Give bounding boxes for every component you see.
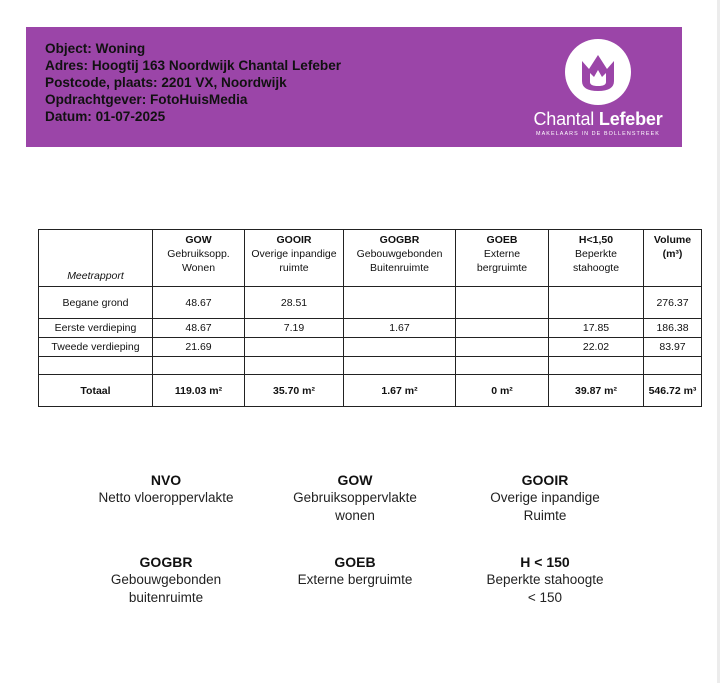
header-text-line: H < 150	[520, 554, 570, 570]
logo-tagline: MAKELAARS IN DE BOLLENSTREEK	[536, 131, 660, 137]
total-cell: 35.70 m²	[245, 375, 344, 407]
cell: 7.19	[245, 319, 344, 338]
column-header	[344, 230, 456, 287]
corner-label: Meetrapport	[39, 230, 153, 287]
address-line: Adres: Hoogtij 163 Noordwijk Chantal Lefeber	[45, 58, 342, 73]
row-label: Begane grond	[39, 287, 153, 319]
header-text-line: ruimte	[279, 262, 309, 274]
header-text-line: Gebruiksoppervlakte	[293, 490, 417, 505]
header-text-line: bergruimte	[476, 262, 528, 274]
cell: 276.37	[644, 287, 702, 319]
header-text-line: Netto vloeroppervlakte	[98, 490, 234, 505]
cell	[344, 287, 456, 319]
header-text-line: Overige inpandige	[490, 490, 600, 505]
header-text-line: Beperkte	[574, 248, 618, 260]
legend-item	[445, 553, 645, 607]
legend-item	[255, 553, 455, 589]
row-label: Tweede verdieping	[39, 338, 153, 357]
header-text-line: Overige inpandige	[251, 248, 337, 260]
column-header	[153, 230, 245, 287]
tulip-icon	[563, 37, 633, 107]
table-row	[39, 287, 702, 319]
legend-item	[66, 471, 266, 507]
table-spacer-row	[39, 357, 702, 375]
object-line: Object: Woning	[45, 41, 146, 56]
table-total-row	[39, 375, 702, 407]
header-text-line: NVO	[150, 472, 182, 488]
cell: 22.02	[549, 338, 644, 357]
cell	[456, 319, 549, 338]
legend-item	[445, 471, 645, 525]
header-text-line: < 150	[527, 590, 563, 605]
postcode-line: Postcode, plaats: 2201 VX, Noordwijk	[45, 75, 287, 90]
header-text-line: GOGBR	[139, 554, 193, 570]
header-text-line: (m³)	[662, 248, 683, 260]
header-text-line: Ruimte	[523, 508, 567, 523]
header-text-line: stahoogte	[572, 262, 620, 274]
header-text-line: GOEB	[486, 234, 518, 246]
table-row	[39, 338, 702, 357]
table-header-row	[39, 230, 702, 287]
cell	[549, 287, 644, 319]
cell: 48.67	[153, 287, 245, 319]
header-banner	[26, 27, 682, 147]
cell: 28.51	[245, 287, 344, 319]
header-text-line: buitenruimte	[128, 590, 204, 605]
cell	[245, 338, 344, 357]
cell: 17.85	[549, 319, 644, 338]
legend-item	[255, 471, 455, 525]
cell: 48.67	[153, 319, 245, 338]
logo-name-first: Chantal	[533, 109, 599, 129]
client-line: Opdrachtgever: FotoHuisMedia	[45, 92, 248, 107]
header-text-line: Gebruiksopp.	[167, 248, 230, 260]
total-cell: 0 m²	[456, 375, 549, 407]
legend-item	[66, 553, 266, 607]
total-cell: 546.72 m³	[644, 375, 702, 407]
header-text-line: GOOIR	[521, 472, 569, 488]
header-text-line: Gebouwgebonden	[356, 248, 443, 260]
total-label: Totaal	[39, 375, 153, 407]
total-cell: 119.03 m²	[153, 375, 245, 407]
header-text-line: GOW	[185, 234, 212, 246]
measurement-table	[38, 229, 702, 407]
column-header	[549, 230, 644, 287]
header-text-line: Buitenruimte	[370, 262, 429, 274]
column-header	[245, 230, 344, 287]
header-text-line: Externe	[483, 248, 521, 260]
cell	[456, 287, 549, 319]
company-logo	[533, 35, 663, 143]
cell: 1.67	[344, 319, 456, 338]
total-cell: 1.67 m²	[344, 375, 456, 407]
header-text-line: GOW	[337, 472, 373, 488]
cell: 83.97	[644, 338, 702, 357]
row-label: Eerste verdieping	[39, 319, 153, 338]
logo-name-last: Lefeber	[598, 109, 663, 129]
header-text-line: Wonen	[181, 262, 216, 274]
header-text-line: Volume	[653, 234, 692, 246]
table-row	[39, 319, 702, 338]
header-text-line: wonen	[335, 508, 375, 523]
date-line: Datum: 01-07-2025	[45, 109, 166, 124]
cell	[456, 338, 549, 357]
total-cell: 39.87 m²	[549, 375, 644, 407]
header-text-line: Gebouwgebonden	[110, 572, 222, 587]
header-text-line: GOGBR	[379, 234, 420, 246]
header-text-line: H<1,50	[578, 234, 614, 246]
header-text-line: Externe bergruimte	[297, 572, 413, 587]
object-info	[45, 40, 341, 125]
cell: 186.38	[644, 319, 702, 338]
header-text-line: GOEB	[334, 554, 376, 570]
logo-wordmark	[533, 109, 663, 130]
header-text-line: Beperkte stahoogte	[486, 572, 604, 587]
column-header	[456, 230, 549, 287]
header-text-line: GOOIR	[276, 234, 312, 246]
cell	[344, 338, 456, 357]
cell: 21.69	[153, 338, 245, 357]
column-header	[644, 230, 702, 287]
